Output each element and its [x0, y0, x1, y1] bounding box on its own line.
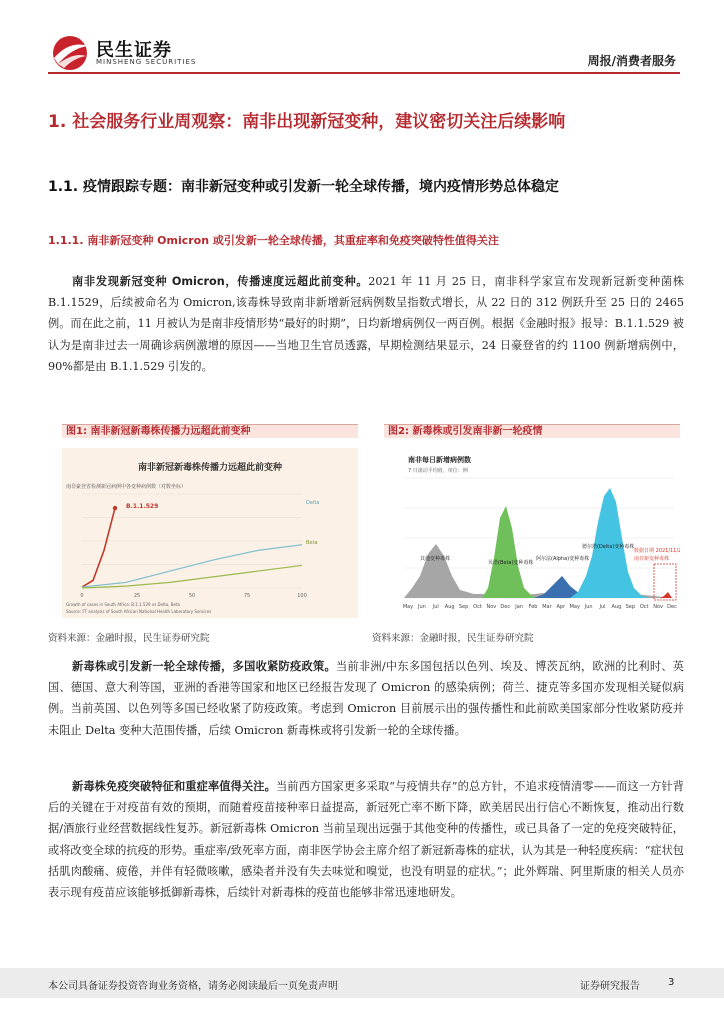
- fig2-annotation: 数据日期 2021/11/26: [634, 548, 680, 554]
- logo-text: 民生证券: [96, 40, 172, 61]
- figure-1-svg: [62, 448, 358, 618]
- fig1-series-delta: [82, 545, 302, 587]
- paragraph-2: [48, 656, 684, 741]
- fig2-x-label: Sep: [458, 604, 469, 610]
- fig2-label-delta: 德尔塔(Delta)变种毒株: [582, 544, 635, 550]
- fig2-x-label: Jan: [515, 604, 524, 610]
- fig2-x-label: Mar: [542, 604, 552, 610]
- fig2-x-label: May: [402, 604, 414, 610]
- figure-2-chart: [384, 448, 680, 618]
- fig1-label-delta: Delta: [306, 500, 320, 506]
- figure-2-svg: [384, 448, 680, 618]
- footer-disclaimer: 本公司具备证券投资咨询业务资格，请务必阅读最后一页免责声明: [48, 981, 338, 992]
- section-heading-1-1-1: 1.1.1. 南非新冠变种 Omicron 或引发新一轮全球传播，其重症率和免疫突破特性值得关注: [48, 234, 499, 247]
- fig1-label-omicron: B.1.1.529: [126, 503, 159, 510]
- fig1-series-b-1-1-529: [82, 508, 115, 587]
- fig2-x-label: Dec: [667, 604, 677, 610]
- paragraph-3-body: 当前西方国家更多采取“与疫情共存”的总方针，不追求疫情清零——而这一方针背后的关键在于对疫苗有效的预期，而随着疫苗接种率日益提高，新冠死亡率不断下降，欧美居民出行信心不断恢复，推动出行数据/酒旅行业经营数据线性复苏。新冠新毒株 Omicron 当前呈现出远强于其他变种的传播性，或已具备了一定的免疫突破特征，或将改变全球的抗疫的形势。重症率/致死率方面，南非医学协会主席介绍了新冠新毒株的症状，认为其是一种轻度疾病：“症状包括肌肉酸痛、疲倦，并伴有轻微咳嗽，感染者并没有失去味觉和嗅觉，也没有明显的症状。”；此外辉瑞、阿里斯康的相关人员亦表示现有疫苗应该能够抵御新毒株，后续针对新毒株的疫苗也能够非常迅速地研发。: [48, 780, 684, 900]
- fig2-area-delta: [570, 488, 650, 598]
- fig1-label-beta: Beta: [306, 540, 318, 546]
- fig2-x-label: Oct: [473, 604, 482, 610]
- section-heading-1: 1. 社会服务行业周观察：南非出现新冠变种，建议密切关注后续影响: [48, 112, 566, 132]
- fig1-note: Growth of cases in South Africa: B.1.1.529 vs Delta, Beta: [66, 602, 180, 607]
- fig1-title: 南非新冠新毒株传播力远超此前变种: [137, 463, 283, 473]
- fig2-label-other: 其他变种毒株: [420, 556, 451, 562]
- logo-mark-icon: [48, 34, 92, 72]
- fig1-omicron-endpoint: [113, 506, 117, 510]
- fig1-subtitle: 南非豪登省检测新冠病例中各变种病例数（对数坐标）: [66, 484, 187, 490]
- logo: [48, 34, 92, 72]
- figure-1-chart: [62, 448, 358, 618]
- fig2-x-label: May: [569, 604, 580, 610]
- figure-1-source: 资料来源：金融时报，民生证券研究院: [48, 633, 210, 644]
- paragraph-2-body: 当前非洲/中东多国包括以色列、埃及、博茨瓦纳，欧洲的比利时、英国、德国、意大利等国，亚洲的香港等国家和地区已经报告发现了 Omicron 的感染病例；荷兰、捷克等多国亦发现相关疑似病例。当前英国、以色列等多国已经收紧了防疫政策。考虑到 Omicron 目前展示出的强传播性和此前欧美国家部分性收紧防疫并未阻止 Delta 变种大范围传播，后续 Omicron 新毒株或将引发新一轮的全球传播。: [48, 660, 684, 737]
- fig1-x-tick: 50: [188, 593, 196, 599]
- fig2-highlight-box: [654, 564, 676, 600]
- fig2-x-labels: [403, 604, 677, 610]
- figure-2-caption: 图2: 新毒株或引发南非新一轮疫情: [384, 424, 680, 438]
- paragraph-1: [48, 271, 684, 377]
- paragraph-3-lead: 新毒株免疫突破特征和重症率值得关注。: [72, 780, 276, 793]
- fig2-area-beta: [482, 506, 540, 598]
- fig1-x-tick: 100: [297, 593, 307, 599]
- paragraph-3: [48, 776, 684, 903]
- fig1-x-tick: 75: [243, 593, 251, 599]
- fig2-subtitle: 7 日滚动平均值，单位：例: [408, 468, 468, 474]
- figure-1-caption: 图1: 南非新冠新毒株传播力远超此前变种: [62, 424, 358, 438]
- fig2-x-label: Sep: [625, 604, 636, 610]
- fig2-title: 南非每日新增病例数: [408, 456, 471, 464]
- fig2-label-alpha: 阿尔法(Alpha)变种毒株: [536, 556, 590, 562]
- page-footer: [0, 968, 724, 998]
- fig1-x-ticks: [80, 593, 306, 599]
- fig2-x-label: Oct: [639, 604, 649, 610]
- fig2-x-label: Jun: [417, 604, 426, 610]
- paragraph-1-body: 2021 年 11 月 25 日，南非科学家宣布发现新冠新变种菌株 B.1.1529，后续被命名为 Omicron,该毒株导致南非新增新冠病例数呈指数式增长，从 22 日的 312 例跃升至 25 日的 2465 例。而在此之前，11 月被认为是南非疫情形势“最好的时期”，日均新增病例仅一两百例。根据《金融时报》报导：B.1.1.529 被认为是南非过去一周确诊病例激增的原因——当地卫生官员透露，早期检测结果显示，24 日豪登省的约 1100 例新增病例中，90%都是由 B.1.1.529 引发的。: [48, 275, 684, 373]
- fig2-x-label: Jul: [432, 604, 439, 610]
- header-divider: [48, 72, 680, 74]
- fig1-source: Source: FT analysis of South African National Health Laboratory Services: [66, 609, 212, 614]
- fig1-x-tick: 0: [80, 593, 84, 599]
- fig2-x-label: Jun: [584, 604, 593, 610]
- fig2-label-beta: 贝塔(Beta)变种毒株: [488, 560, 534, 566]
- logo-subtitle: MINSHENG SECURITIES: [96, 58, 197, 66]
- fig2-x-label: Apr: [556, 604, 566, 610]
- paragraph-2-lead: 新毒株或引发新一轮全球传播，多国收紧防疫政策。: [72, 660, 336, 673]
- fig2-x-label: Nov: [653, 604, 663, 610]
- report-category: 周报/消费者服务: [587, 54, 676, 68]
- fig2-x-label: Jul: [599, 604, 606, 610]
- fig2-x-label: Aug: [611, 604, 622, 610]
- fig2-x-label: Dec: [500, 604, 511, 610]
- fig1-x-tick: 25: [133, 593, 141, 599]
- fig2-x-label: Nov: [486, 604, 497, 610]
- paragraph-1-lead: 南非发现新冠变种 Omicron，传播速度远超此前变种。: [72, 275, 369, 288]
- footer-report-type: 证券研究报告: [580, 981, 640, 992]
- section-heading-1-1: 1.1. 疫情跟踪专题：南非新冠变种或引发新一轮全球传播，境内疫情形势总体稳定: [48, 179, 559, 195]
- fig2-x-label: Aug: [444, 604, 455, 610]
- fig1-series: [82, 506, 302, 588]
- fig2-label-new: 南非新变种毒株: [634, 556, 670, 562]
- page-number: 3: [668, 977, 675, 988]
- figure-2-source: 资料来源：金融时报，民生证券研究院: [372, 633, 534, 644]
- fig2-x-label: Feb: [528, 604, 538, 610]
- fig1-series-beta: [82, 565, 302, 588]
